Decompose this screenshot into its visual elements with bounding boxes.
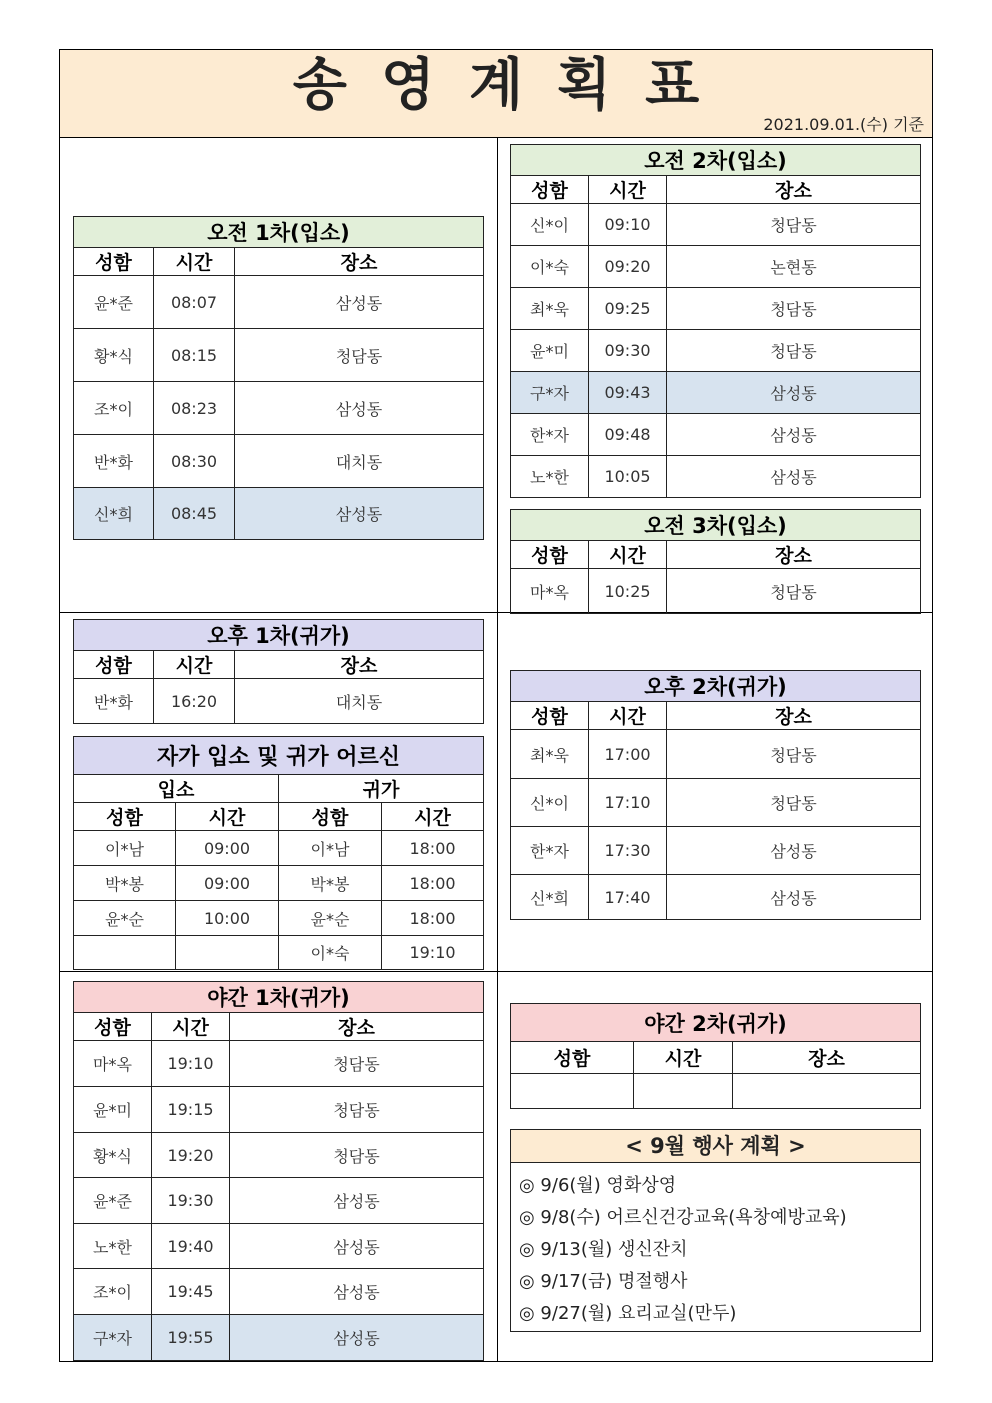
table-cell: 삼성동 [667, 875, 921, 920]
table-cell: 삼성동 [235, 276, 484, 329]
event-item: ◎ 9/8(수) 어르신건강교육(욕창예방교육) [519, 1207, 847, 1228]
col-place-header: 장소 [667, 702, 921, 730]
col-name-header: 성함 [74, 248, 154, 276]
column-divider [497, 137, 498, 1362]
table-cell: 삼성동 [230, 1315, 484, 1361]
table-row [511, 456, 921, 498]
table-cell: 08:15 [154, 329, 235, 382]
event-item: ◎ 9/13(월) 생신잔치 [519, 1239, 688, 1260]
table-row [74, 435, 484, 488]
col-time-header: 시간 [589, 702, 667, 730]
table-cell: 19:55 [152, 1315, 230, 1361]
night1-table [73, 981, 484, 1361]
table-cell: 청담동 [230, 1133, 484, 1178]
events-list [511, 1163, 920, 1330]
table-cell: 마*옥 [74, 1041, 152, 1087]
table-cell: 10:05 [589, 456, 667, 498]
table-cell: 한*자 [511, 414, 589, 456]
table-row-highlighted [511, 372, 921, 414]
table-cell: 09:30 [589, 330, 667, 372]
table-cell: 청담동 [667, 730, 921, 779]
table-cell: 19:40 [152, 1224, 230, 1269]
table-cell: 17:00 [589, 730, 667, 779]
table-cell: 삼성동 [230, 1224, 484, 1269]
table-cell: 16:20 [154, 679, 235, 724]
table-cell: 청담동 [230, 1087, 484, 1133]
table-cell: 한*자 [511, 827, 589, 875]
table-cell: 삼성동 [667, 414, 921, 456]
table-cell: 19:10 [382, 936, 484, 970]
table-row [511, 204, 921, 246]
table-row [511, 414, 921, 456]
col-place-header: 장소 [733, 1042, 921, 1074]
table-cell: 신*이 [511, 779, 589, 827]
events-title: < 9월 행사 계획 > [511, 1130, 920, 1163]
col-time-header: 시간 [152, 1013, 230, 1041]
table-cell: 08:07 [154, 276, 235, 329]
table-row [74, 1133, 484, 1178]
table-cell [74, 936, 176, 970]
self-transport-table [73, 736, 484, 970]
table-cell: 19:10 [152, 1041, 230, 1087]
night2-title: 야간 2차(귀가) [511, 1004, 921, 1042]
table-cell: 09:43 [589, 372, 667, 414]
table-row [74, 1224, 484, 1269]
table-cell: 18:00 [382, 866, 484, 901]
pm1-table [73, 619, 484, 724]
table-row [74, 382, 484, 435]
table-cell: 삼성동 [667, 372, 921, 414]
col-place-header: 장소 [235, 651, 484, 679]
table-cell: 청담동 [235, 329, 484, 382]
table-row [511, 827, 921, 875]
table-cell: 윤*준 [74, 1178, 152, 1224]
table-cell: 대치동 [235, 435, 484, 488]
table-cell: 18:00 [382, 901, 484, 936]
col-name-header: 성함 [74, 803, 176, 831]
col-time-header: 시간 [589, 541, 667, 569]
table-cell: 윤*준 [74, 276, 154, 329]
table-cell: 반*화 [74, 679, 154, 724]
col-time-header: 시간 [634, 1042, 733, 1074]
header [59, 49, 933, 138]
table-cell [176, 936, 279, 970]
table-cell: 삼성동 [230, 1178, 484, 1224]
col-name-header: 성함 [74, 1013, 152, 1041]
self-in-header: 입소 [74, 775, 279, 803]
table-cell: 삼성동 [235, 382, 484, 435]
table-row [74, 901, 484, 936]
table-cell: 조*이 [74, 382, 154, 435]
col-time-header: 시간 [154, 248, 235, 276]
self-out-header: 귀가 [279, 775, 484, 803]
pm2-table [510, 670, 921, 920]
col-name-header: 성함 [511, 1042, 634, 1074]
table-cell: 이*남 [74, 831, 176, 866]
table-cell: 09:10 [589, 204, 667, 246]
table-cell: 논현동 [667, 246, 921, 288]
table-cell: 이*숙 [279, 936, 382, 970]
table-row [74, 276, 484, 329]
table-cell: 19:45 [152, 1269, 230, 1315]
table-row-highlighted [74, 488, 484, 540]
table-cell: 구*자 [74, 1315, 152, 1361]
table-cell: 최*욱 [511, 730, 589, 779]
pm2-title: 오후 2차(귀가) [511, 671, 921, 702]
am3-title: 오전 3차(입소) [511, 510, 921, 541]
table-cell: 반*화 [74, 435, 154, 488]
table-row [511, 730, 921, 779]
table-row [74, 936, 484, 970]
table-row [74, 679, 484, 724]
table-cell: 조*이 [74, 1269, 152, 1315]
table-cell: 19:15 [152, 1087, 230, 1133]
col-time-header: 시간 [589, 176, 667, 204]
table-row [511, 288, 921, 330]
table-cell: 19:30 [152, 1178, 230, 1224]
table-cell: 청담동 [667, 288, 921, 330]
table-cell: 청담동 [667, 330, 921, 372]
col-name-header: 성함 [511, 176, 589, 204]
col-name-header: 성함 [511, 541, 589, 569]
table-row [511, 246, 921, 288]
table-row-empty [511, 1074, 921, 1109]
table-cell: 08:30 [154, 435, 235, 488]
table-row [511, 779, 921, 827]
night2-table [510, 1003, 921, 1109]
table-row [74, 1269, 484, 1315]
night1-title: 야간 1차(귀가) [74, 982, 484, 1013]
table-cell: 09:48 [589, 414, 667, 456]
col-place-header: 장소 [235, 248, 484, 276]
am1-title: 오전 1차(입소) [74, 217, 484, 248]
table-row [511, 875, 921, 920]
table-cell: 청담동 [230, 1041, 484, 1087]
col-place-header: 장소 [667, 176, 921, 204]
table-cell: 신*희 [511, 875, 589, 920]
table-row [74, 1041, 484, 1087]
table-cell: 청담동 [667, 779, 921, 827]
table-cell: 17:10 [589, 779, 667, 827]
table-cell: 윤*미 [511, 330, 589, 372]
am1-table [73, 216, 484, 540]
table-cell: 삼성동 [230, 1269, 484, 1315]
table-cell: 10:25 [589, 569, 667, 614]
table-cell: 청담동 [667, 204, 921, 246]
page-title: 송영계획표 [292, 53, 734, 118]
table-cell: 구*자 [511, 372, 589, 414]
table-row [74, 329, 484, 382]
table-cell: 대치동 [235, 679, 484, 724]
reference-date: 2021.09.01.(수) 기준 [763, 115, 924, 134]
table-row [74, 1087, 484, 1133]
table-cell [634, 1074, 733, 1109]
self-title: 자가 입소 및 귀가 어르신 [74, 737, 484, 775]
table-cell: 10:00 [176, 901, 279, 936]
table-cell: 삼성동 [667, 827, 921, 875]
table-cell: 이*숙 [511, 246, 589, 288]
table-row-highlighted [74, 1315, 484, 1361]
table-row [511, 330, 921, 372]
table-cell: 윤*순 [74, 901, 176, 936]
table-cell: 08:45 [154, 488, 235, 540]
table-cell: 삼성동 [667, 456, 921, 498]
col-place-header: 장소 [667, 541, 921, 569]
table-cell: 황*식 [74, 1133, 152, 1178]
table-cell: 09:20 [589, 246, 667, 288]
table-cell: 황*식 [74, 329, 154, 382]
table-row [74, 831, 484, 866]
table-cell: 19:20 [152, 1133, 230, 1178]
table-cell: 박*봉 [74, 866, 176, 901]
event-item: ◎ 9/17(금) 명절행사 [519, 1271, 688, 1292]
table-cell: 17:40 [589, 875, 667, 920]
table-cell: 17:30 [589, 827, 667, 875]
table-cell: 노*한 [511, 456, 589, 498]
event-item: ◎ 9/27(월) 요리교실(만두) [519, 1303, 737, 1324]
col-time-header: 시간 [154, 651, 235, 679]
table-row [74, 1178, 484, 1224]
table-row [74, 866, 484, 901]
table-cell: 노*한 [74, 1224, 152, 1269]
table-row [511, 569, 921, 614]
col-name-header: 성함 [74, 651, 154, 679]
table-cell: 이*남 [279, 831, 382, 866]
col-time-header: 시간 [176, 803, 279, 831]
am3-table [510, 509, 921, 614]
table-cell: 마*옥 [511, 569, 589, 614]
table-cell: 최*욱 [511, 288, 589, 330]
events-box [510, 1129, 921, 1332]
col-name-header: 성함 [511, 702, 589, 730]
col-name-header: 성함 [279, 803, 382, 831]
table-cell: 삼성동 [235, 488, 484, 540]
table-cell: 신*희 [74, 488, 154, 540]
event-item: ◎ 9/6(월) 영화상영 [519, 1175, 677, 1196]
table-cell: 청담동 [667, 569, 921, 614]
pm1-title: 오후 1차(귀가) [74, 620, 484, 651]
table-cell: 09:25 [589, 288, 667, 330]
table-cell [511, 1074, 634, 1109]
col-place-header: 장소 [230, 1013, 484, 1041]
col-time-header: 시간 [382, 803, 484, 831]
table-cell: 윤*순 [279, 901, 382, 936]
table-cell [733, 1074, 921, 1109]
table-cell: 박*봉 [279, 866, 382, 901]
am2-table [510, 144, 921, 498]
table-cell: 09:00 [176, 866, 279, 901]
am2-title: 오전 2차(입소) [511, 145, 921, 176]
table-cell: 윤*미 [74, 1087, 152, 1133]
table-cell: 08:23 [154, 382, 235, 435]
table-cell: 신*이 [511, 204, 589, 246]
table-cell: 09:00 [176, 831, 279, 866]
table-cell: 18:00 [382, 831, 484, 866]
row-divider [59, 971, 933, 972]
